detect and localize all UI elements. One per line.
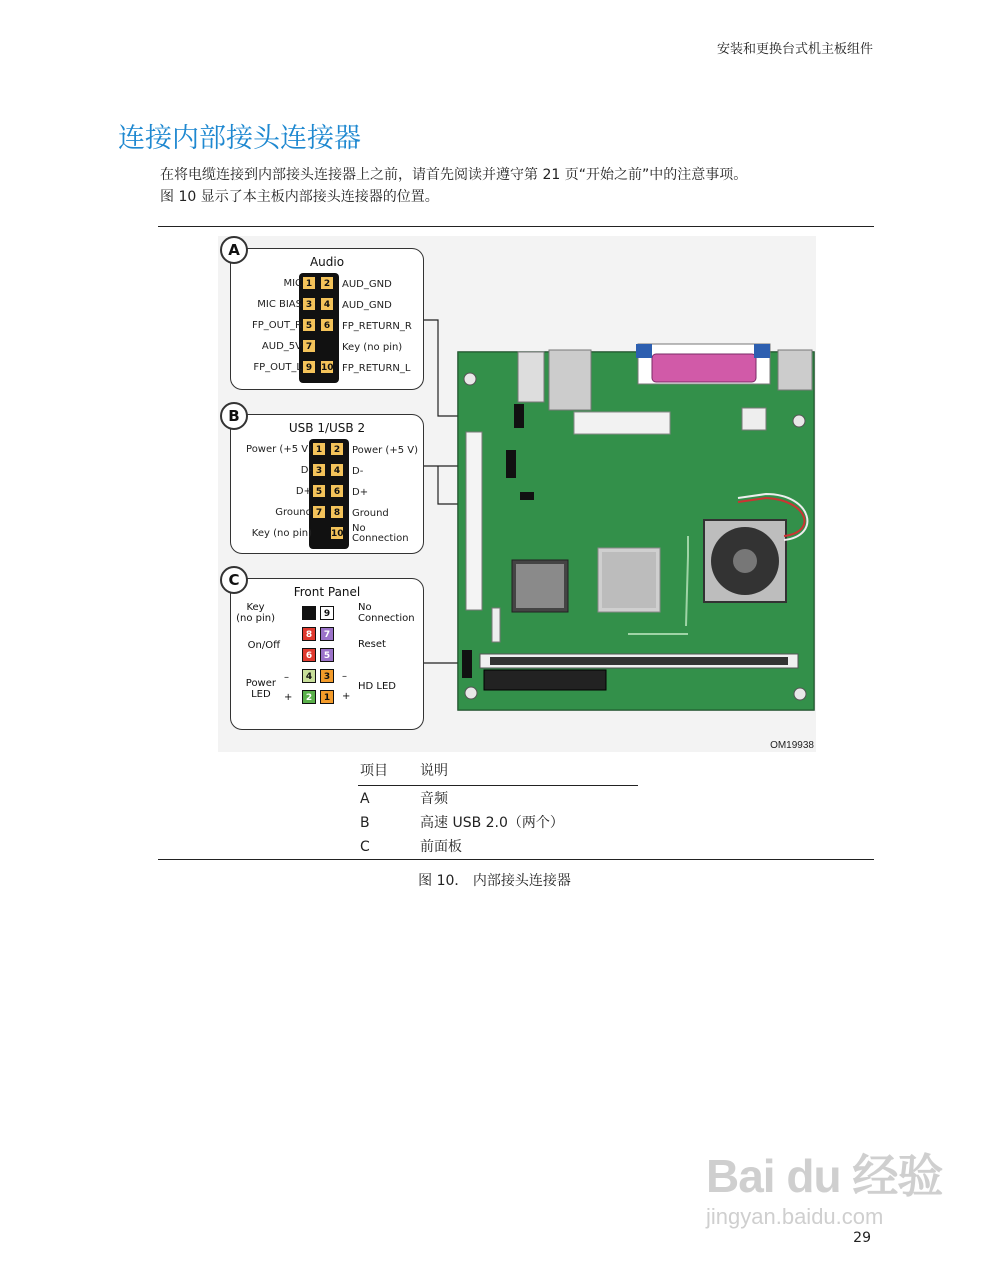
label-power-led [246, 678, 276, 700]
pin: 3 [312, 463, 326, 477]
om-code-text: OM19938 [770, 740, 814, 751]
pin-1: 1 [320, 690, 334, 704]
pin: 2 [320, 276, 334, 290]
label-hd-led: HD LED [358, 681, 396, 692]
label-no-connection [358, 602, 415, 624]
watermark-line-2: jingyan.baidu.com [706, 1204, 884, 1229]
intro-line-1: 在将电缆连接到内部接头连接器上之前，请首先阅读并遵守第 21 页“开始之前”中的注意事项。 [160, 167, 748, 183]
pin-label-left: D- [300, 465, 312, 476]
pin: 7 [312, 505, 326, 519]
legend-row [358, 836, 638, 860]
pin-label-right: Key (no pin) [342, 342, 403, 353]
callout-a-title: Audio [309, 255, 345, 269]
sign-minus-right: – [342, 671, 347, 682]
label-key-2: (no pin) [236, 613, 275, 624]
pin-label-right: FP_RETURN_R [342, 321, 412, 332]
legend-item: C [360, 839, 370, 855]
label-key-1: Key [246, 602, 265, 613]
callout-a-badge: A [220, 236, 248, 264]
legend-header-desc: 说明 [420, 763, 448, 779]
legend-row [358, 812, 638, 836]
callout-c-title: Front Panel [293, 585, 361, 599]
running-header: 安装和更换台式机主板组件 [716, 42, 873, 57]
label-no-conn-2: Connection [358, 613, 415, 624]
pin: 7 [302, 339, 316, 353]
section-title: 连接内部接头连接器 [118, 123, 361, 154]
watermark-line-1: Bai du 经验 [706, 1150, 943, 1202]
pin-label-left: FP_OUT_L [253, 362, 302, 373]
pin-9: 9 [320, 606, 334, 620]
legend-desc: 前面板 [420, 839, 462, 855]
pin: 8 [330, 505, 344, 519]
callout-b-title: USB 1/USB 2 [288, 421, 366, 435]
pin-label-left: FP_OUT_R [251, 320, 302, 331]
pin-label-right: D- [352, 466, 364, 477]
pin: 10 [330, 526, 344, 540]
pin-6: 6 [302, 648, 316, 662]
pin-4: 4 [302, 669, 316, 683]
pin: 6 [330, 484, 344, 498]
legend-desc: 音频 [420, 791, 448, 807]
pin-label-right: Connection [352, 533, 409, 544]
pin-label-left: AUD_5V [261, 341, 302, 352]
legend-header-item: 项目 [360, 763, 388, 779]
pin-5: 5 [320, 648, 334, 662]
key-pin [302, 606, 316, 620]
pin: 10 [320, 360, 334, 374]
pin: 3 [302, 297, 316, 311]
figure-bottom-rule [158, 859, 874, 860]
legend-desc: 高速 USB 2.0（两个） [420, 815, 564, 831]
label-reset: Reset [358, 639, 386, 650]
pin-3: 3 [320, 669, 334, 683]
pin-label-left: Key (no pin) [251, 528, 312, 539]
callout-b-badge: B [220, 402, 248, 430]
sign-plus-left: + [284, 692, 293, 703]
intro-paragraph [160, 164, 880, 208]
pin-7: 7 [320, 627, 334, 641]
pin: 4 [320, 297, 334, 311]
pin-label-right: AUD_GND [342, 279, 392, 290]
callout-c-badge: C [220, 566, 248, 594]
pin-label-left: Power (+5 V) [246, 444, 312, 455]
legend-item: A [360, 791, 370, 807]
front-panel-pins [218, 236, 816, 752]
page-number: 29 [853, 1230, 871, 1246]
pin: 1 [312, 442, 326, 456]
motherboard-figure [218, 236, 816, 752]
front-panel-block [296, 602, 338, 722]
pin-2: 2 [302, 690, 316, 704]
pin-label-right: D+ [352, 487, 369, 498]
baidu-watermark [706, 1140, 942, 1230]
pin: 4 [330, 463, 344, 477]
legend-item: B [360, 815, 370, 831]
pin-label-right: No [352, 523, 366, 534]
pin-label-left: MIC [283, 278, 302, 289]
label-power-led-2: LED [251, 689, 271, 700]
figure-top-rule [158, 226, 874, 227]
pin-label-right: AUD_GND [342, 300, 392, 311]
sign-minus-left: – [284, 672, 289, 683]
pin-label-left: MIC BIAS [257, 299, 302, 310]
intro-line-2: 图 10 显示了本主板内部接头连接器的位置。 [160, 189, 439, 205]
legend-row [358, 788, 638, 812]
label-power-led-1: Power [245, 678, 276, 689]
pin: 9 [302, 360, 316, 374]
pin: 6 [320, 318, 334, 332]
pin: 5 [302, 318, 316, 332]
legend-table [358, 760, 638, 860]
figure-caption: 图 10． 内部接头连接器 [418, 873, 571, 889]
legend-header [358, 760, 638, 786]
pin-label-right: Ground [352, 508, 389, 519]
pin: 2 [330, 442, 344, 456]
pin-8: 8 [302, 627, 316, 641]
sign-plus-right: + [342, 691, 351, 702]
label-key [236, 602, 275, 624]
label-on-off: On/Off [247, 640, 280, 651]
pin-label-right: Power (+5 V) [352, 445, 418, 456]
pin-label-left: D+ [295, 486, 312, 497]
pin-label-left: Ground [275, 507, 312, 518]
pin: 1 [302, 276, 316, 290]
pin-label-right: FP_RETURN_L [342, 363, 411, 374]
pin: 5 [312, 484, 326, 498]
label-no-conn-1: No [358, 602, 372, 613]
